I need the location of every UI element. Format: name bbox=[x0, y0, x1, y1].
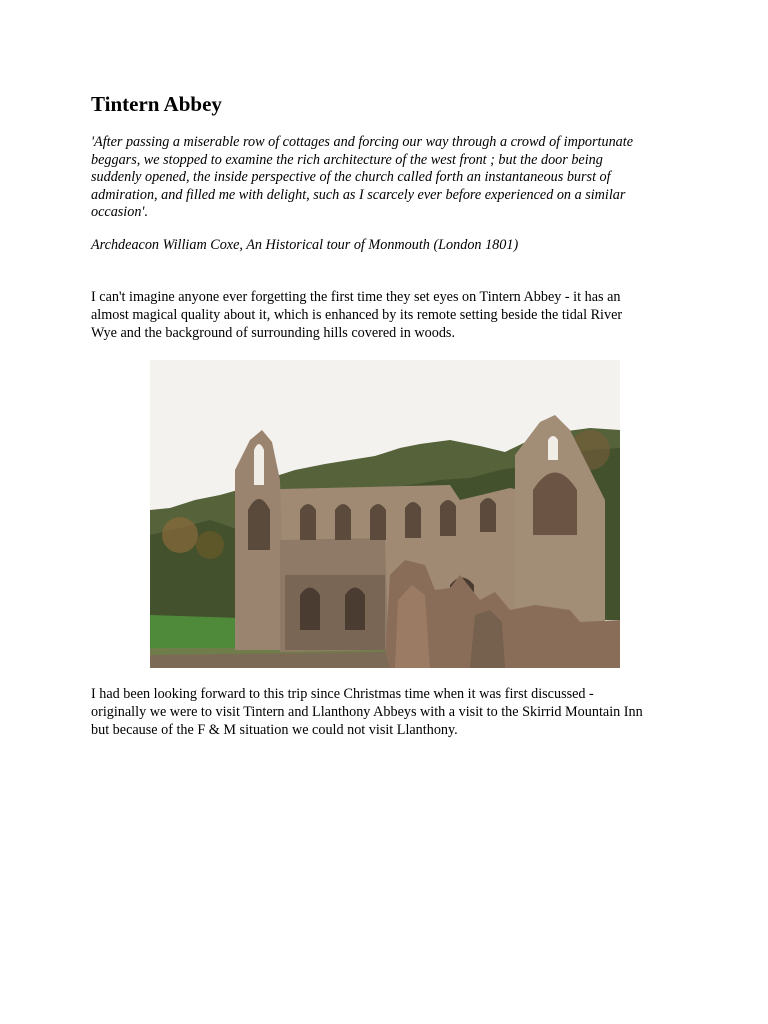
nave-window bbox=[440, 500, 456, 536]
nave-window bbox=[405, 502, 421, 538]
nave-window bbox=[300, 504, 316, 540]
quote-line: suddenly opened, the inside perspective of the church called forth an instantaneous burst of bbox=[91, 169, 611, 185]
nave-window bbox=[335, 504, 351, 540]
east-window-top bbox=[548, 436, 558, 460]
opening-quote bbox=[91, 134, 691, 222]
paragraph-line: I can't imagine anyone ever forgetting the first time they set eyes on Tintern Abbey - it has an bbox=[91, 289, 621, 305]
quote-line: occasion'. bbox=[91, 204, 149, 220]
arch bbox=[300, 588, 320, 631]
quote-citation: Archdeacon William Coxe, An Historical tour of Monmouth (London 1801) bbox=[91, 237, 519, 253]
trip-paragraph bbox=[91, 686, 643, 739]
tree bbox=[196, 531, 224, 559]
paragraph-line: I had been looking forward to this trip since Christmas time when it was first discussed - bbox=[91, 686, 594, 702]
paragraph-line: almost magical quality about it, which is enhanced by its remote setting beside the tidal River bbox=[91, 306, 623, 323]
tree bbox=[162, 517, 198, 553]
arch bbox=[345, 588, 365, 631]
abbey-photo bbox=[150, 360, 620, 668]
paragraph-line: originally we were to visit Tintern and Llanthony Abbeys with a visit to the Skirrid Mountain Inn bbox=[91, 703, 643, 720]
paragraph-line: Wye and the background of surrounding hills covered in woods. bbox=[91, 324, 455, 341]
east-window bbox=[533, 473, 577, 536]
quote-line: beggars, we stopped to examine the rich architecture of the west front ; but the door being bbox=[91, 151, 603, 168]
gable-window bbox=[248, 499, 270, 550]
gable-window bbox=[254, 444, 264, 485]
quote-line: admiration, and filled me with delight, such as I scarcely ever before experienced on a similar bbox=[91, 186, 626, 203]
nave-window bbox=[370, 504, 386, 540]
quote-line: 'After passing a miserable row of cottages and forcing our way through a crowd of importunate bbox=[91, 134, 634, 150]
page-title: Tintern Abbey bbox=[91, 92, 222, 116]
nave-window bbox=[480, 498, 496, 532]
paragraph-line: but because of the F & M situation we could not visit Llanthony. bbox=[91, 721, 458, 738]
intro-paragraph bbox=[91, 289, 622, 342]
